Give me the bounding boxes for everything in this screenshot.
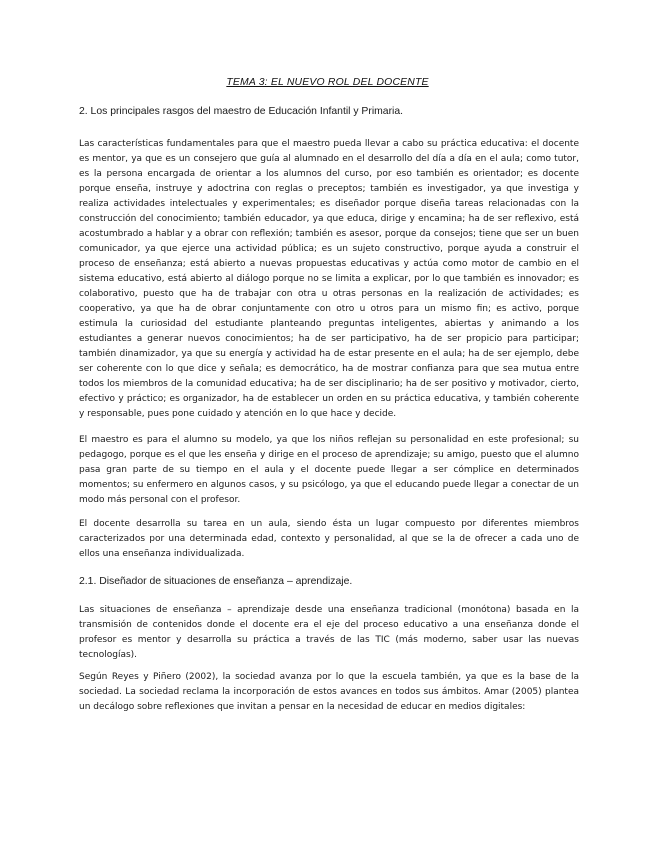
paragraph-maestro-modelo: El maestro es para el alumno su modelo, ya que los niños reflejan su personalidad en este profesional; su pedagogo, porque es el que les enseña y dirige en el proceso de aprendizaje; su amigo, puesto que el alumno pasa gran parte de su tiempo en el aula y el docente puede llegar a ser cómplice en determinados momentos; su enfermero en algunos casos, y su psicólogo, ya que el educando puede llegar a conectar de un modo más personal con el profesor. [79,435,579,505]
subsection-heading: 2.1. Diseñador de situaciones de enseñanza – aprendizaje. [79,576,353,587]
document-title: TEMA 3: EL NUEVO ROL DEL DOCENTE [226,77,429,88]
paragraph-sociedad: Según Reyes y Piñero (2002), la sociedad avanza por lo que la escuela también, ya que es la base de la sociedad. La sociedad reclama la incorporación de estos avances en todos sus ámbitos. Amar (2005) plantea un decálogo sobre reflexiones que invitan a pensar en la necesidad de educar en medios digitales: [79,672,579,712]
section-heading: 2. Los principales rasgos del maestro de Educación Infantil y Primaria. [79,106,404,117]
paragraph-aula: El docente desarrolla su tarea en un aula, siendo ésta un lugar compuesto por diferentes miembros caracterizados por una determinada edad, contexto y personalidad, al que se la de ofrecer a cada uno de ellos una enseñanza individualizada. [79,519,579,559]
paragraph-situaciones: Las situaciones de enseñanza – aprendizaje desde una enseñanza tradicional (monótona) basada en la transmisión de contenidos donde el docente era el eje del proceso educativo a una enseñanza donde el profesor es mentor y desarrolla su práctica a través de las TIC (más moderno, saber usar las nuevas tecnologías). [79,605,579,660]
paragraph-rasgos-docente: Las características fundamentales para que el maestro pueda llevar a cabo su práctica educativa: el docente es mentor, ya que es un consejero que guía al alumnado en el desarrollo del día a día en el aula; como tutor, es la persona encargada de orientar a los alumnos del curso, por eso también es orientador; es docente porque enseña, instruye y adoctrina con reglas o preceptos; también es investigador, ya que investiga y realiza actividades intelectuales y experimentales; es diseñador porque diseña tareas relacionadas con la construcción del conocimiento; también educador, ya que educa, dirige y encamina; ha de ser reflexivo, está acostumbrado a hablar y a obrar con reflexión; también es asesor, porque da consejos; tiene que ser un buen comunicador, ya que ejerce una actividad pública; es un sujeto constructivo, porque ayuda a construir el proceso de enseñanza; está abierto a nuevas propuestas educativas y actúa como motor de cambio en el sistema educativo, está abierto al diálogo porque no se limita a explicar, por lo que también es innovador; es colaborativo, puesto que ha de trabajar con otra u otras personas en la realización de actividades; es cooperativo, ya que ha de obrar conjuntamente con otro u otros para un mismo fin; es activo, porque estimula la curiosidad del estudiante planteando preguntas inteligentes, abiertas y animando a los estudiantes a generar nuevos conocimientos; ha de ser participativo, ha de ser propicio para participar; también dinamizador, ya que su energía y actividad ha de estar presente en el aula; ha de ser ejemplo, debe ser coherente con lo que dice y señala; es democrático, ha de mostrar confianza para que sea mutua entre todos los miembros de la comunidad educativa; ha de ser disciplinario; ha de ser positivo y motivador, cierto, efectivo y práctico; es organizador, ha de establecer un orden en su práctica educativa, y también coherente y responsable, pues pone cuidado y atención en lo que hace y decide. [79,139,579,419]
